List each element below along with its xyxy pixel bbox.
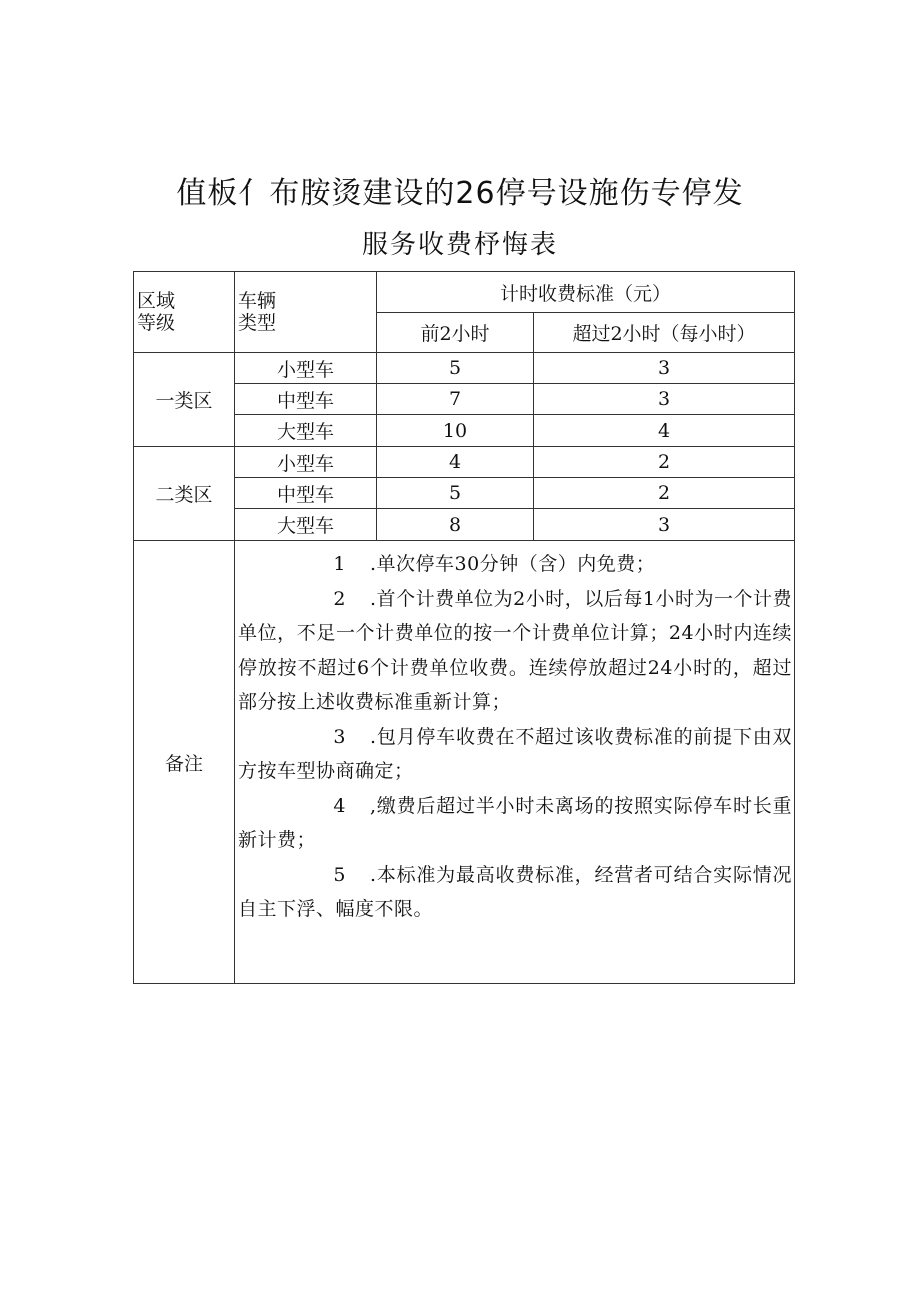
- over-2h-cell: 3: [534, 509, 795, 541]
- notes-label: 备注: [134, 541, 235, 984]
- document-subtitle: 服务收费杼悔表: [361, 230, 558, 260]
- note-text: .单次停车30分钟（含）内免费；: [370, 553, 656, 575]
- over-2h-cell: 2: [534, 447, 795, 478]
- note-number: 2: [333, 587, 346, 610]
- table-row: [134, 353, 795, 384]
- vehicle-type-cell: 中型车: [235, 384, 377, 415]
- vehicle-type-cell: 小型车: [235, 353, 377, 384]
- header-vehicle-type: [235, 272, 377, 353]
- vehicle-type-cell: 大型车: [235, 415, 377, 447]
- fee-table: [133, 271, 795, 984]
- first-2h-cell: 4: [377, 447, 534, 478]
- document-title: 值板亻布胺烫建设的26停号设施伤专停发: [176, 176, 744, 211]
- note-text: .本标准为最高收费标准，经营者可结合实际情况自主下浮、幅度不限。: [238, 863, 793, 920]
- first-2h-cell: 7: [377, 384, 534, 415]
- note-item: [238, 547, 792, 582]
- vehicle-type-cell: 小型车: [235, 447, 377, 478]
- header-vehicle-type-line1: 车辆: [238, 290, 277, 312]
- header-zone-grade-line1: 区域: [137, 290, 176, 312]
- notes-row: [134, 541, 795, 984]
- note-item: [238, 858, 792, 927]
- first-2h-cell: 5: [377, 478, 534, 509]
- vehicle-type-cell: 中型车: [235, 478, 377, 509]
- over-2h-cell: 3: [534, 384, 795, 415]
- header-over-2h: 超过2小时（每小时）: [534, 313, 795, 353]
- note-item: [238, 720, 792, 789]
- over-2h-cell: 4: [534, 415, 795, 447]
- over-2h-cell: 3: [534, 353, 795, 384]
- zone-2-label: 二类区: [134, 447, 235, 541]
- notes-cell: [235, 541, 795, 984]
- first-2h-cell: 10: [377, 415, 534, 447]
- note-text: .首个计费单位为2小时，以后每1小时为一个计费单位，不足一个计费单位的按一个计费单位计算；24小时内连续停放按不超过6个计费单位收费。连续停放超过24小时的，超过部分按上述收费标准重新计算；: [238, 587, 793, 713]
- header-first-2h: 前2小时: [377, 313, 534, 353]
- note-item: [238, 789, 792, 858]
- header-fee-standard: 计时收费标准（元）: [377, 272, 795, 313]
- note-number: 3: [333, 725, 346, 748]
- first-2h-cell: 8: [377, 509, 534, 541]
- note-item: [238, 582, 792, 720]
- header-vehicle-type-line2: 类型: [238, 312, 277, 334]
- first-2h-cell: 5: [377, 353, 534, 384]
- vehicle-type-cell: 大型车: [235, 509, 377, 541]
- note-number: 4: [333, 794, 346, 817]
- header-zone-grade: [134, 272, 235, 353]
- note-number: 1: [333, 553, 346, 575]
- note-number: 5: [333, 863, 346, 886]
- note-text: ,缴费后超过半小时未离场的按照实际停车时长重新计费；: [238, 794, 793, 851]
- header-zone-grade-line2: 等级: [137, 312, 176, 334]
- note-text: .包月停车收费在不超过该收费标准的前提下由双方按车型协商确定；: [238, 725, 793, 782]
- zone-1-label: 一类区: [134, 353, 235, 447]
- table-row: [134, 447, 795, 478]
- over-2h-cell: 2: [534, 478, 795, 509]
